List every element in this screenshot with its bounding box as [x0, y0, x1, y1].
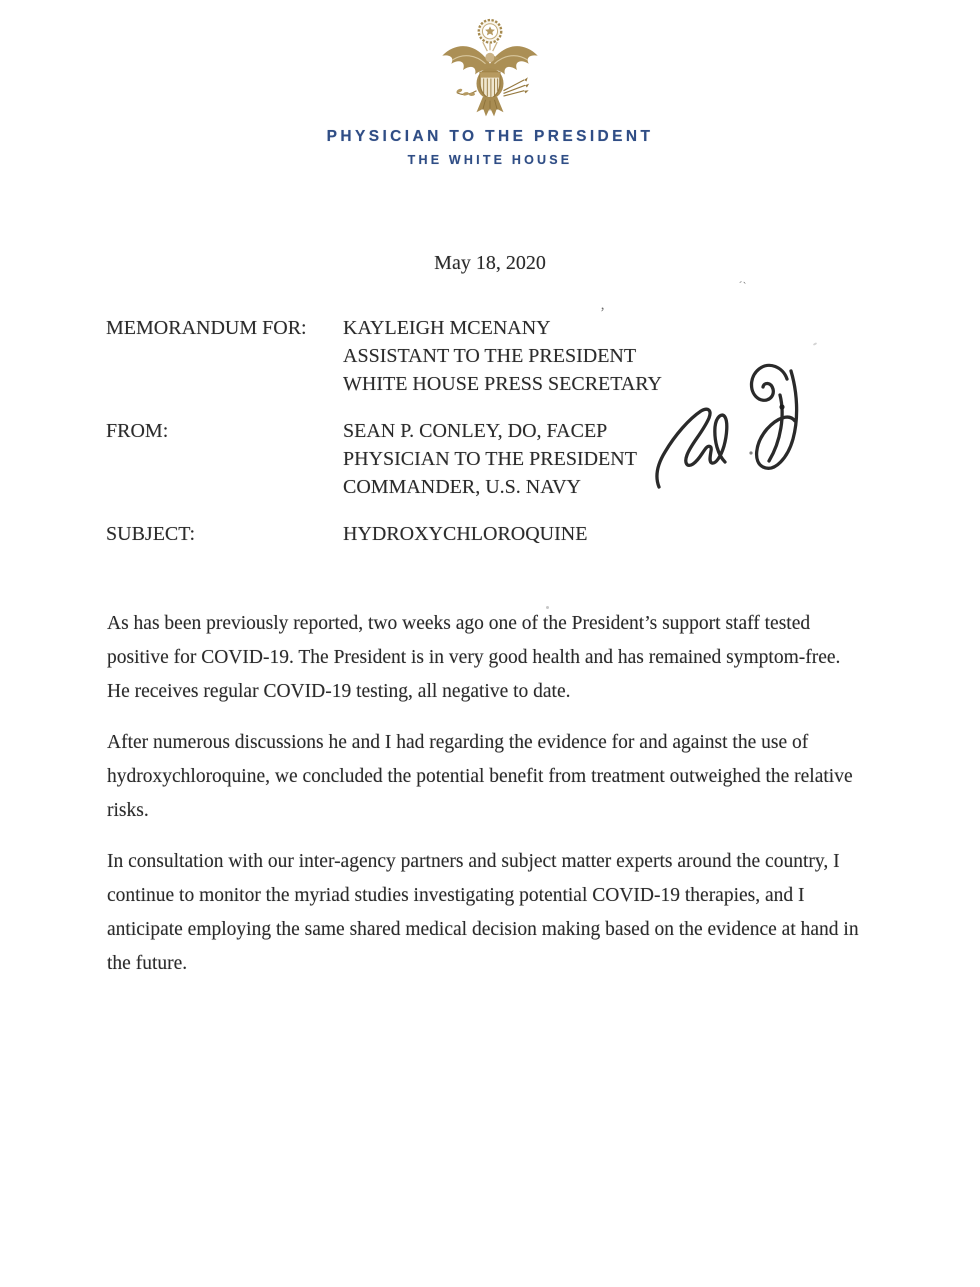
scan-artifact-apostrophe: ’	[600, 305, 605, 321]
memo-value-line: KAYLEIGH MCENANY	[343, 317, 551, 339]
paragraph-line: In consultation with our inter-agency partners and subject matter experts around the country, I	[107, 851, 840, 872]
scan-artifact-speck	[546, 606, 549, 609]
memo-label: MEMORANDUM FOR:	[106, 317, 307, 339]
paragraph-line: He receives regular COVID-19 testing, all negative to date.	[107, 681, 571, 702]
memo-value-line: WHITE HOUSE PRESS SECRETARY	[343, 373, 662, 395]
paragraph-line: After numerous discussions he and I had regarding the evidence for and against the use of	[107, 732, 809, 753]
signature-handwritten	[645, 348, 815, 500]
memo-value-line: ASSISTANT TO THE PRESIDENT	[343, 345, 637, 367]
paragraph-line: the future.	[107, 953, 188, 974]
memo-label: FROM:	[106, 420, 169, 442]
letterhead-subtitle: THE WHITE HOUSE	[407, 153, 573, 167]
paragraph	[107, 845, 882, 981]
memo-row-subject	[106, 520, 866, 548]
memo-value-line: HYDROXYCHLOROQUINE	[343, 523, 588, 545]
paragraph-line: hydroxychloroquine, we concluded the potential benefit from treatment outweighed the relative	[107, 766, 853, 787]
memo-value	[343, 520, 866, 548]
paragraph-line: positive for COVID-19. The President is in very good health and has remained symptom-free.	[107, 647, 841, 668]
date-line: May 18, 2020	[434, 252, 546, 274]
memo-body	[107, 607, 882, 998]
memo-value-line: COMMANDER, U.S. NAVY	[343, 476, 581, 498]
paragraph	[107, 726, 882, 828]
scan-artifact-tick: ˊˋ	[737, 278, 747, 294]
paragraph-line: As has been previously reported, two weeks ago one of the President’s support staff tested	[107, 613, 811, 634]
presidential-seal-icon	[436, 14, 544, 126]
paragraph-line: continue to monitor the myriad studies investigating potential COVID-19 therapies, and I	[107, 885, 805, 906]
paragraph-line: risks.	[107, 800, 149, 821]
memo-value-line: PHYSICIAN TO THE PRESIDENT	[343, 448, 637, 470]
paragraph	[107, 607, 882, 709]
memo-label: SUBJECT:	[106, 523, 196, 545]
memo-value-line: SEAN P. CONLEY, DO, FACEP	[343, 420, 608, 442]
letterhead-title: PHYSICIAN TO THE PRESIDENT	[326, 128, 654, 145]
paragraph-line: anticipate employing the same shared medical decision making based on the evidence at hand in	[107, 919, 859, 940]
